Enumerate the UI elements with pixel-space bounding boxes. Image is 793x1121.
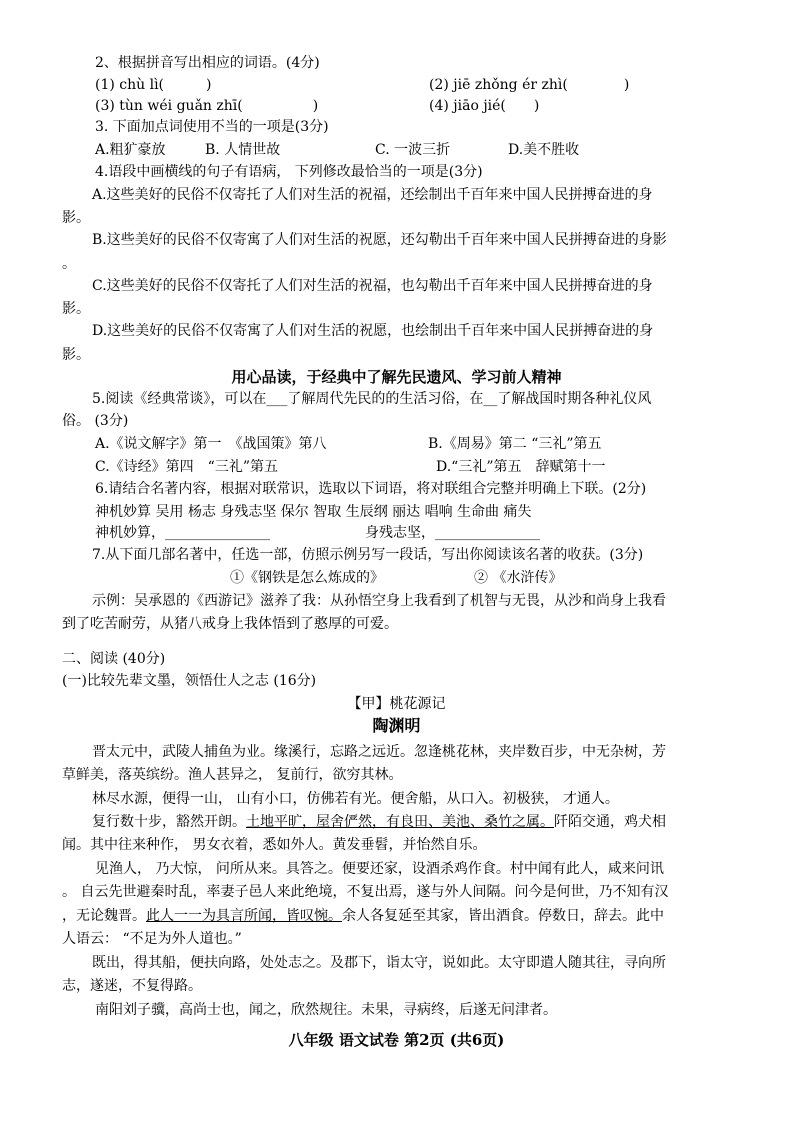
q5-line1: 5.阅读《经典常谈》，可以在___了解周代先民的的生活习俗，在__了解战国时期各种礼仪风: [92, 391, 652, 407]
q7-book-1: ①《钢铁是怎么炼成的》: [230, 570, 384, 586]
passage-p5-line1: 既出，得其船，便扶向路，处处志之。及郡下，诣太守，说如此。太守即遣人随其往，寻向所: [92, 955, 666, 971]
q3-option-b: B. 人情世故: [205, 142, 281, 158]
q4-option-b-line2: 。: [62, 256, 76, 272]
q5-option-d: D.“三礼”第五 辞赋第十一: [436, 459, 606, 475]
q4-title: 4.语段中画横线的句子有语病， 下列修改最恰当的一项是(3分): [95, 164, 483, 180]
passage-p2: 林尽水源，便得一山， 山有小口，仿佛若有光。便舍船，从口入。初极狭， 才通人。: [92, 791, 619, 807]
q7-example-line2: 到了吃苦耐劳，从猪八戒身上我体悟到了憨厚的可爱。: [62, 616, 398, 632]
passage-p4-text-tail: 余人各复延至其家，皆出酒食。停数日，辞去。此中: [342, 908, 664, 924]
q5-line2: 俗。 (3分): [62, 413, 129, 429]
q4-option-c-line2: 影。: [62, 301, 90, 317]
q4-option-a-line2: 影。: [62, 210, 90, 226]
q2-item-1: (1) chù lì( ): [95, 77, 212, 93]
q3-title: 3. 下面加点词使用不当的一项是(3分): [95, 119, 329, 135]
passage-p3-line2: 闻。其中往来种作， 男女衣着，悉如外人。黄发垂髫，并怡然自乐。: [62, 837, 487, 853]
q5-option-a: A.《说文解字》第一 《战国策》第八: [95, 436, 327, 452]
q6-title: 6.请结合名著内容，根据对联常识，选取以下词语，将对联组合完整并明确上下联。(2分): [95, 481, 647, 497]
passage-p5-line2: 志，遂迷，不复得路。: [62, 978, 202, 994]
part2-heading: 二、阅读 (40分): [62, 651, 166, 667]
passage-title: 【甲】桃花源记: [347, 696, 446, 712]
underlined-sentence-2: 此人一一为具言所闻，皆叹惋。: [146, 908, 342, 924]
q5-option-c: C.《诗经》第四 “三礼”第五: [95, 459, 278, 475]
passage-p4-line3: [62, 906, 664, 926]
passage-p3-line1: [92, 812, 666, 832]
q4-option-c-line1: C.这些美好的民俗不仅寄托了人们对生活的祝福，也勾勒出千百年来中国人民拼搏奋进的身: [92, 278, 653, 294]
q7-book-2: ② 《水浒传》: [474, 570, 563, 586]
q7-title: 7.从下面几部名著中，任选一部，仿照示例另写一段话，写出你阅读该名著的收获。(3分): [92, 547, 644, 563]
q4-option-d-line2: 影。: [62, 347, 90, 363]
q2-title: 2、根据拼音写出相应的词语。(4分): [95, 55, 320, 71]
q4-option-b-line1: B.这些美好的民俗不仅寄寓了人们对生活的祝愿，还勾勒出千百年来中国人民拼搏奋进的身影: [92, 232, 667, 248]
q3-option-a: A.粗犷豪放: [95, 142, 166, 158]
page-footer: 八年级 语文试卷 第2页 (共6页): [288, 1031, 505, 1049]
q6-couplet-line1: 神机妙算，_______________: [95, 525, 270, 541]
q3-option-c: C. 一波三折: [375, 142, 451, 158]
q4-option-d-line1: D.这些美好的民俗不仅寄寓了人们对生活的祝愿，也绘制出千百年来中国人民拼搏奋进的身: [92, 323, 654, 339]
passage-author: 陶渊明: [372, 716, 421, 735]
q2-item-4: (4) jiāo jié( ): [429, 98, 540, 114]
section-heading: 用心品读，于经典中了解先民遗风、学习前人精神: [231, 368, 562, 386]
q7-example-line1: 示例：吴承恩的《西游记》滋养了我：从孙悟空身上我看到了机智与无畏，从沙和尚身上我看: [92, 593, 666, 609]
passage-p1-line2: 草鲜美，落英缤纷。渔人甚异之， 复前行，欲穷其林。: [62, 767, 403, 783]
passage-p6: 南阳刘子骥，高尚士也，闻之，欣然规往。未果，寻病终，后遂无问津者。: [95, 1002, 557, 1018]
underlined-sentence-1: 土地平旷，屋舍俨然，有良田、美池、桑竹之属。: [246, 814, 554, 830]
passage-p3-text-tail: 阡陌交通，鸡犬相: [554, 814, 666, 830]
q4-option-a-line1: A.这些美好的民俗不仅寄托了人们对生活的祝福，还绘制出千百年来中国人民拼搏奋进的身: [92, 187, 653, 203]
part2-subheading: (一)比较先辈文墨，领悟仕人之志 (16分): [62, 673, 317, 689]
q5-option-b: B.《周易》第二 “三礼”第五: [428, 436, 602, 452]
passage-p3-text: 复行数十步，豁然开朗。: [92, 814, 246, 830]
q6-couplet-line2: 身残志坚，_______________: [365, 525, 540, 541]
q3-option-d: D.美不胜收: [508, 142, 580, 158]
q2-item-2: (2) jiē zhǒng ér zhì( ): [429, 77, 630, 93]
q6-word-bank: 神机妙算 吴用 杨志 身残志坚 保尔 智取 生辰纲 丽达 唱响 生命曲 痛失: [95, 504, 532, 520]
passage-p4-line1: 见渔人， 乃大惊， 问所从来。具答之。便要还家，设酒杀鸡作食。村中闻有此人，咸来问讯: [95, 861, 664, 877]
passage-p1-line1: 晋太元中，武陵人捕鱼为业。缘溪行，忘路之远近。忽逢桃花林，夹岸数百步，中无杂树，芳: [92, 744, 666, 760]
passage-p4-text: ，无论魏晋。: [62, 908, 146, 924]
q2-item-3: (3) tùn wéi guǎn zhī( ): [95, 98, 319, 114]
passage-p4-line4: 人语云： “不足为外人道也。”: [62, 931, 242, 947]
passage-p4-line2: 。 自云先世避秦时乱，率妻子邑人来此绝境，不复出焉，遂与外人间隔。问今是何世，乃不知有汉: [62, 884, 669, 900]
